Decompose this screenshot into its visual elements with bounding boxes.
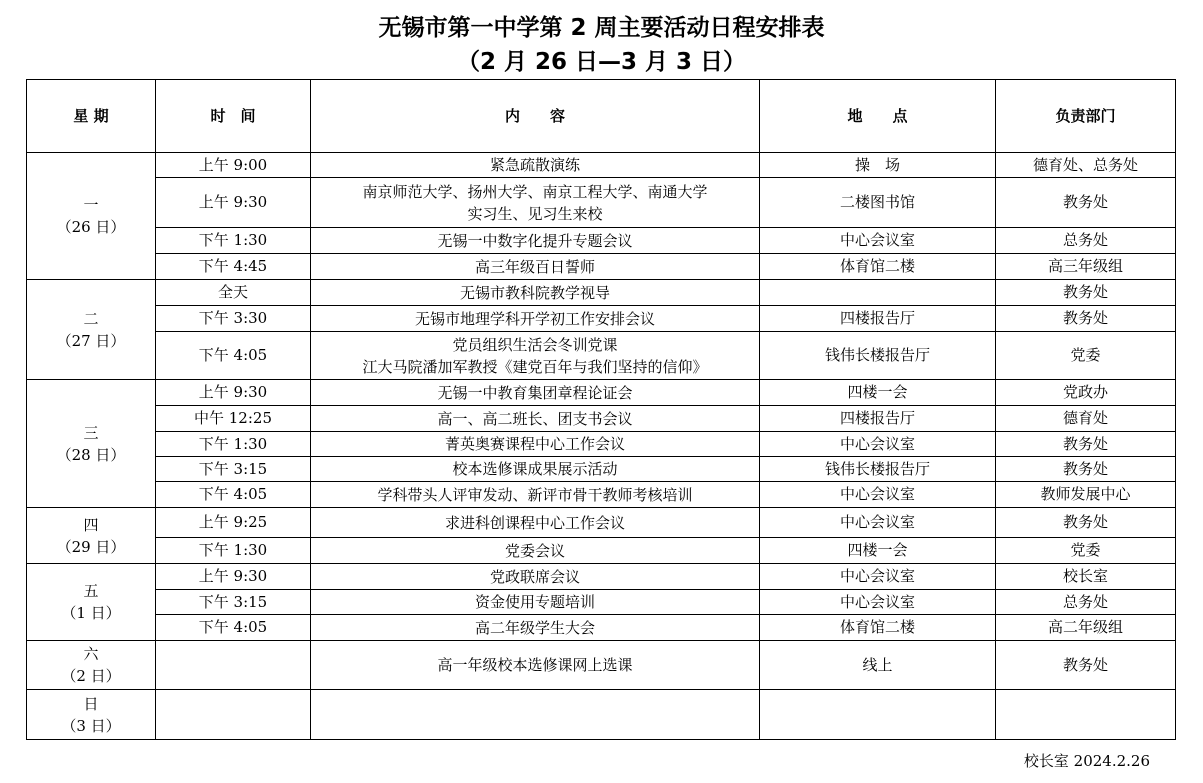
table-row — [27, 380, 1176, 406]
day-date: （29 日） — [56, 537, 126, 556]
time-cell: 下午 4:05 — [156, 332, 311, 380]
header-location: 地 点 — [760, 80, 996, 153]
dept-cell: 校长室 — [996, 564, 1176, 590]
content-line: 党政联席会议 — [489, 567, 580, 586]
table-row — [27, 332, 1176, 380]
table-row — [27, 615, 1176, 641]
time-cell: 全天 — [156, 280, 311, 306]
location-cell: 中心会议室 — [760, 508, 996, 538]
table-row — [27, 153, 1176, 178]
location-cell — [760, 280, 996, 306]
time-cell: 下午 4:45 — [156, 254, 311, 280]
table-row — [27, 432, 1176, 457]
content-cell — [311, 178, 760, 228]
header-time: 时 间 — [156, 80, 311, 153]
day-date: （1 日） — [61, 604, 121, 622]
time-cell: 下午 1:30 — [156, 228, 311, 254]
content-line: 学科带头人评审发动、新评市骨干教师考核培训 — [377, 485, 693, 504]
time-cell: 上午 9:30 — [156, 380, 311, 406]
table-row — [27, 538, 1176, 564]
day-cell — [27, 564, 156, 641]
dept-cell: 德育处 — [996, 406, 1176, 432]
location-cell: 线上 — [760, 641, 996, 690]
content-cell — [311, 482, 760, 508]
content-cell — [311, 153, 760, 178]
location-cell: 二楼图书馆 — [760, 178, 996, 228]
content-cell — [311, 508, 760, 538]
location-cell: 四楼一会 — [760, 380, 996, 406]
content-cell — [311, 538, 760, 564]
day-date: （26 日） — [56, 218, 126, 236]
dept-cell: 总务处 — [996, 228, 1176, 254]
content-line: 菁英奥赛课程中心工作会议 — [444, 435, 625, 453]
content-line: 高三年级百日誓师 — [474, 257, 595, 276]
content-cell — [311, 690, 760, 740]
time-cell: 下午 3:15 — [156, 590, 311, 615]
content-line: 无锡一中数字化提升专题会议 — [437, 231, 633, 250]
table-row — [27, 690, 1176, 740]
content-line: 党委会议 — [504, 541, 565, 560]
day-name: 五 — [83, 582, 99, 600]
content-cell — [311, 306, 760, 332]
content-line: 无锡市地理学科开学初工作安排会议 — [414, 309, 655, 328]
table-row — [27, 482, 1176, 508]
time-cell: 下午 1:30 — [156, 432, 311, 457]
table-row — [27, 406, 1176, 432]
content-cell — [311, 564, 760, 590]
schedule-table — [26, 79, 1176, 740]
dept-cell: 教务处 — [996, 280, 1176, 306]
dept-cell: 教务处 — [996, 641, 1176, 690]
day-name: 四 — [83, 515, 99, 534]
content-cell — [311, 332, 760, 380]
location-cell: 中心会议室 — [760, 564, 996, 590]
content-line: 资金使用专题培训 — [474, 593, 595, 611]
content-line: 无锡一中教育集团章程论证会 — [437, 383, 633, 402]
time-cell: 下午 4:05 — [156, 482, 311, 508]
header-row — [27, 80, 1176, 153]
schedule-body — [27, 153, 1176, 740]
time-cell: 下午 4:05 — [156, 615, 311, 641]
time-cell: 上午 9:30 — [156, 564, 311, 590]
time-cell: 下午 3:15 — [156, 457, 311, 482]
content-cell — [311, 432, 760, 457]
day-cell — [27, 280, 156, 380]
content-line: 南京师范大学、扬州大学、南京工程大学、南通大学 — [362, 182, 708, 201]
time-cell — [156, 690, 311, 740]
content-line: 高一年级校本选修课网上选课 — [437, 656, 633, 674]
day-cell — [27, 380, 156, 508]
day-date: （27 日） — [56, 331, 126, 350]
dept-cell: 党委 — [996, 538, 1176, 564]
time-cell: 上午 9:00 — [156, 153, 311, 178]
content-line: 求进科创课程中心工作会议 — [444, 513, 625, 532]
table-row — [27, 228, 1176, 254]
content-cell — [311, 590, 760, 615]
dept-cell: 高三年级组 — [996, 254, 1176, 280]
content-line: 高二年级学生大会 — [474, 618, 595, 637]
table-row — [27, 457, 1176, 482]
location-cell: 体育馆二楼 — [760, 615, 996, 641]
content-line: 党员组织生活会冬训党课 — [452, 335, 618, 354]
time-cell: 下午 1:30 — [156, 538, 311, 564]
time-cell: 上午 9:30 — [156, 178, 311, 228]
day-name: 六 — [83, 645, 99, 663]
table-row — [27, 590, 1176, 615]
dept-cell: 党委 — [996, 332, 1176, 380]
dept-cell: 教务处 — [996, 508, 1176, 538]
header-day: 星 期 — [27, 80, 156, 153]
footer-signature: 校长室 2024.2.26 — [1023, 752, 1150, 770]
table-row — [27, 564, 1176, 590]
location-cell: 四楼一会 — [760, 538, 996, 564]
location-cell: 中心会议室 — [760, 228, 996, 254]
location-cell: 操 场 — [760, 153, 996, 178]
location-cell: 中心会议室 — [760, 432, 996, 457]
time-cell — [156, 641, 311, 690]
table-row — [27, 254, 1176, 280]
time-cell: 中午 12:25 — [156, 406, 311, 432]
content-line: 校本选修课成果展示活动 — [452, 460, 618, 478]
dept-cell: 教务处 — [996, 178, 1176, 228]
location-cell: 四楼报告厅 — [760, 306, 996, 332]
content-cell — [311, 280, 760, 306]
content-cell — [311, 406, 760, 432]
table-row — [27, 508, 1176, 538]
location-cell: 体育馆二楼 — [760, 254, 996, 280]
content-cell — [311, 228, 760, 254]
day-cell — [27, 153, 156, 280]
content-line: 高一、高二班长、团支书会议 — [437, 409, 633, 428]
day-date: （28 日） — [56, 445, 126, 464]
content-line: 实习生、见习生来校 — [467, 204, 603, 223]
content-cell — [311, 254, 760, 280]
table-row — [27, 641, 1176, 690]
day-cell — [27, 641, 156, 690]
day-date: （2 日） — [61, 667, 121, 685]
location-cell: 中心会议室 — [760, 590, 996, 615]
dept-cell: 教师发展中心 — [996, 482, 1176, 508]
dept-cell — [996, 690, 1176, 740]
dept-cell: 高二年级组 — [996, 615, 1176, 641]
content-cell — [311, 457, 760, 482]
location-cell: 钱伟长楼报告厅 — [760, 332, 996, 380]
content-cell — [311, 641, 760, 690]
location-cell: 四楼报告厅 — [760, 406, 996, 432]
location-cell — [760, 690, 996, 740]
table-row — [27, 280, 1176, 306]
location-cell: 钱伟长楼报告厅 — [760, 457, 996, 482]
day-name: 二 — [83, 309, 99, 328]
table-row — [27, 178, 1176, 228]
header-content: 内 容 — [311, 80, 760, 153]
day-cell — [27, 508, 156, 564]
page-subtitle: （2 月 26 日—3 月 3 日） — [456, 49, 747, 75]
content-cell — [311, 380, 760, 406]
dept-cell: 教务处 — [996, 306, 1176, 332]
content-cell — [311, 615, 760, 641]
dept-cell: 党政办 — [996, 380, 1176, 406]
dept-cell: 教务处 — [996, 432, 1176, 457]
page-title: 无锡市第一中学第 2 周主要活动日程安排表 — [378, 15, 825, 41]
header-dept: 负责部门 — [996, 80, 1176, 153]
day-cell — [27, 690, 156, 740]
day-date: （3 日） — [61, 716, 121, 735]
table-row — [27, 306, 1176, 332]
content-line: 无锡市教科院教学视导 — [459, 283, 610, 302]
time-cell: 下午 3:30 — [156, 306, 311, 332]
dept-cell: 总务处 — [996, 590, 1176, 615]
content-line: 紧急疏散演练 — [489, 156, 580, 174]
location-cell: 中心会议室 — [760, 482, 996, 508]
day-name: 一 — [83, 196, 99, 214]
content-line: 江大马院潘加军教授《建党百年与我们坚持的信仰》 — [362, 357, 708, 376]
time-cell: 上午 9:25 — [156, 508, 311, 538]
dept-cell: 教务处 — [996, 457, 1176, 482]
day-name: 三 — [83, 423, 99, 442]
day-name: 日 — [83, 694, 99, 713]
dept-cell: 德育处、总务处 — [996, 153, 1176, 178]
